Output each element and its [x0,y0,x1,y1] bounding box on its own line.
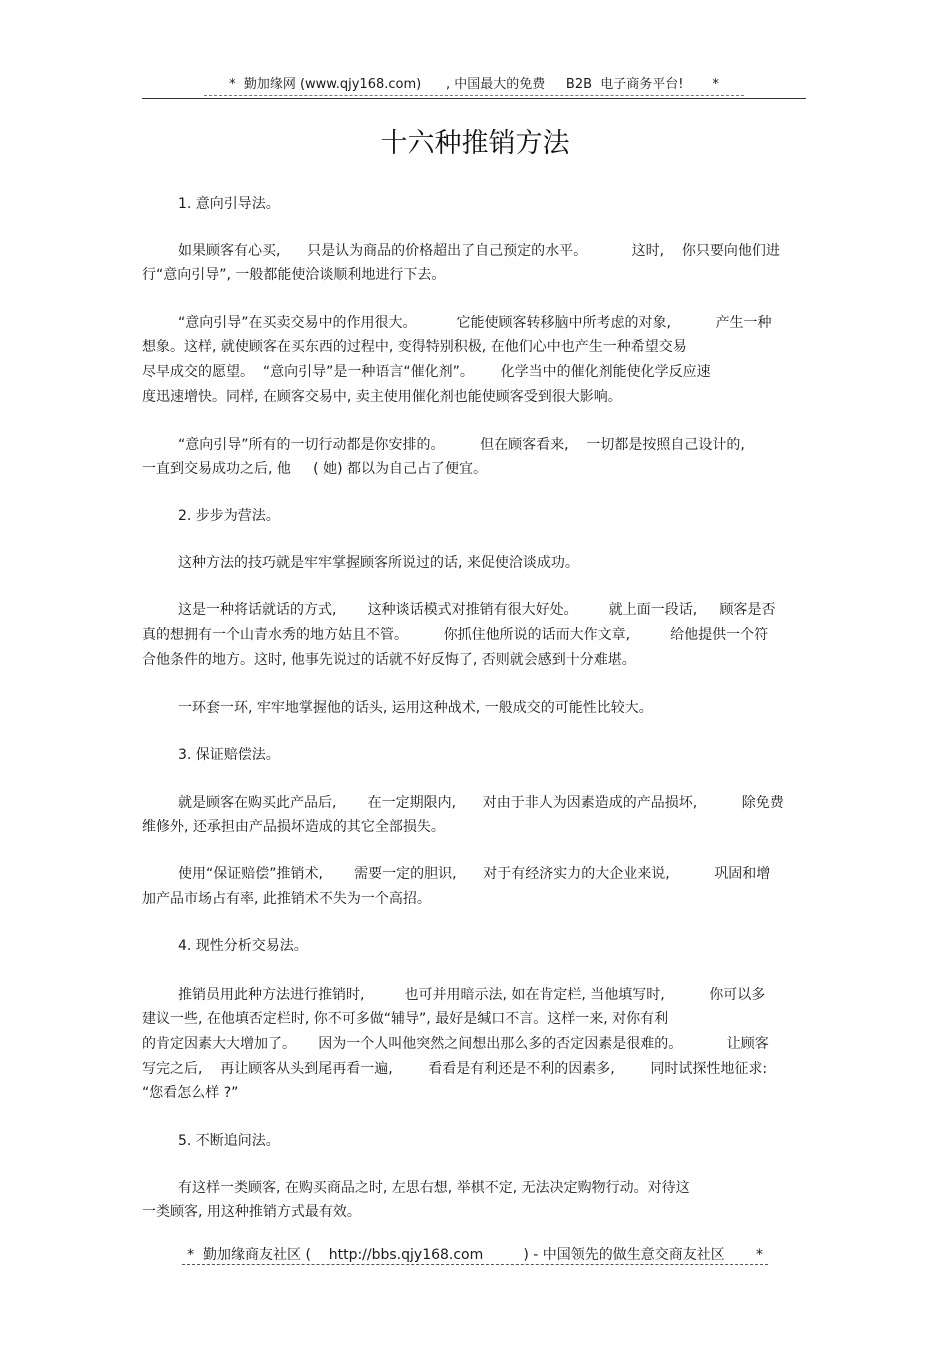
paragraph-line: 加产品市场占有率, 此推销术不失为一个高招。 [142,891,431,907]
section-heading-3: 3. 保证赔偿法。 [178,747,280,763]
page-header: * 勤加缘网 (www.qjy168.com) , 中国最大的免费 B2B 电子商务平台! * [229,77,719,92]
paragraph-line: 维修外, 还承担由产品损坏造成的其它全部损失。 [142,819,445,835]
paragraph-line: “意向引导”所有的一切行动都是你安排的。 但在顾客看来, 一切都是按照自己设计的, [178,437,745,453]
document-title: 十六种推销方法 [380,128,570,159]
section-heading-1: 1. 意向引导法。 [178,196,280,212]
paragraph-line: 的肯定因素大大增加了。 因为一个人叫他突然之间想出那么多的否定因素是很难的。 让顾客 [142,1036,769,1052]
paragraph-line: 使用“保证赔偿”推销术, 需要一定的胆识, 对于有经济实力的大企业来说, 巩固和增 [178,866,771,882]
paragraph-line: 就是顾客在购买此产品后, 在一定期限内, 对由于非人为因素造成的产品损坏, 除免费 [178,795,784,811]
paragraph-line: 行“意向引导”, 一般都能使洽谈顺利地进行下去。 [142,267,446,283]
paragraph-line: 建议一些, 在他填否定栏时, 你不可多做“辅导”, 最好是缄口不言。这样一来, 对你有利 [142,1011,669,1027]
paragraph-line: 如果顾客有心买, 只是认为商品的价格超出了自己预定的水平。 这时, 你只要向他们进 [178,243,780,259]
footer-underline [182,1264,768,1265]
paragraph-line: 这是一种将话就话的方式, 这种谈话模式对推销有很大好处。 就上面一段话, 顾客是否 [178,602,776,618]
paragraph-line: 一直到交易成功之后, 他 ( 她) 都以为自己占了便宜。 [142,461,487,477]
paragraph-line: 一类顾客, 用这种推销方式最有效。 [142,1204,361,1220]
paragraph-line: 写完之后, 再让顾客从头到尾再看一遍, 看看是有利还是不利的因素多, 同时试探性地征求: [142,1061,768,1077]
paragraph-line: 度迅速增快。同样, 在顾客交易中, 卖主使用催化剂也能使顾客受到很大影响。 [142,389,622,405]
page-footer: * 勤加缘商友社区 ( http://bbs.qjy168.com ) - 中国领先的做生意交商友社区 * [187,1247,763,1263]
section-heading-5: 5. 不断追问法。 [178,1133,280,1149]
paragraph-line: 一环套一环, 牢牢地掌握他的话头, 运用这种战术, 一般成交的可能性比较大。 [178,700,653,716]
paragraph-line: 想象。这样, 就使顾客在买东西的过程中, 变得特别积极, 在他们心中也产生一种希望交易 [142,339,687,355]
paragraph-line: 推销员用此种方法进行推销时, 也可并用暗示法, 如在肯定栏, 当他填写时, 你可以多 [178,987,766,1003]
paragraph-line: “您看怎么样 ?” [142,1085,239,1101]
paragraph-line: “意向引导”在买卖交易中的作用很大。 它能使顾客转移脑中所考虑的对象, 产生一种 [178,315,772,331]
paragraph-line: 尽早成交的愿望。 “意向引导”是一种语言“催化剂”。 化学当中的催化剂能使化学反应速 [142,364,711,380]
paragraph-line: 有这样一类顾客, 在购买商品之时, 左思右想, 举棋不定, 无法决定购物行动。对待这 [178,1180,690,1196]
section-heading-2: 2. 步步为营法。 [178,508,280,524]
section-heading-4: 4. 现性分析交易法。 [178,938,308,954]
header-underline [204,95,744,96]
paragraph-line: 真的想拥有一个山青水秀的地方姑且不管。 你抓住他所说的话而大作文章, 给他提供一个符 [142,627,769,643]
paragraph-line: 合他条件的地方。这时, 他事先说过的话就不好反悔了, 否则就会感到十分难堪。 [142,652,636,668]
header-divider [142,98,806,99]
paragraph-line: 这种方法的技巧就是牢牢掌握顾客所说过的话, 来促使洽谈成功。 [178,555,579,571]
